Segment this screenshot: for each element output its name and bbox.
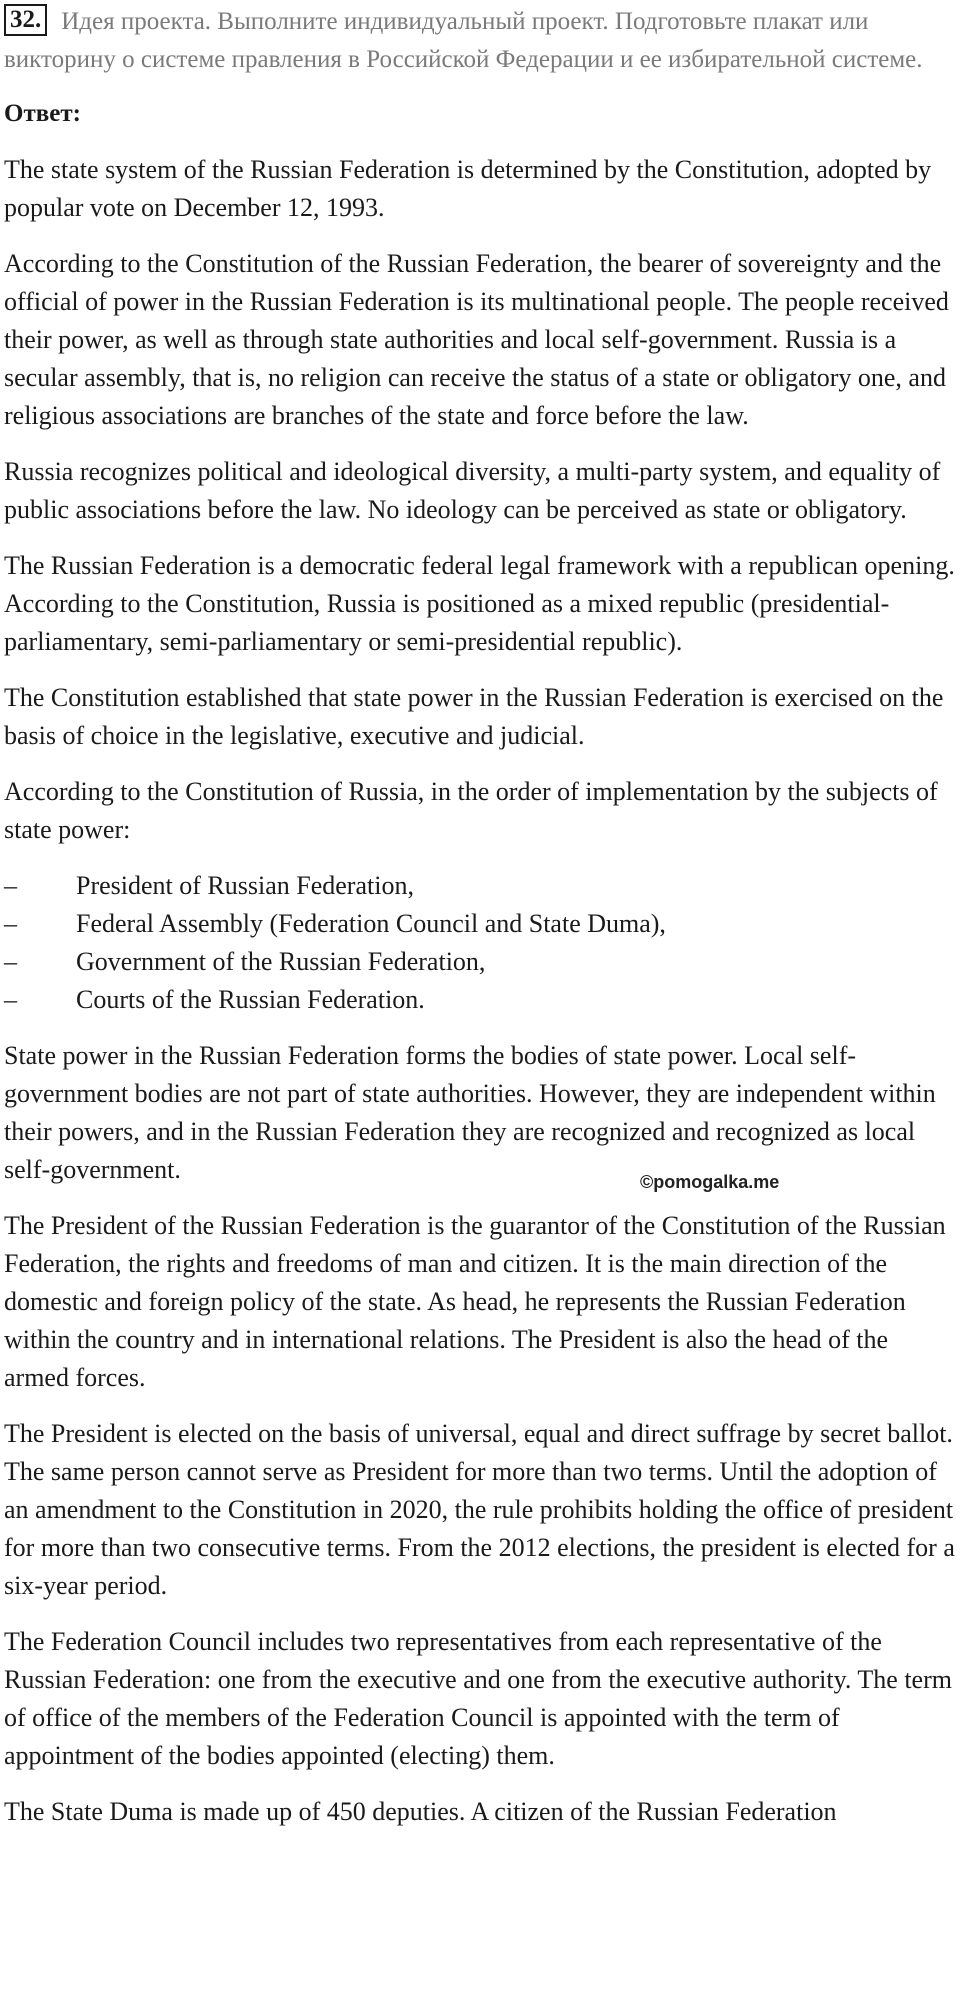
paragraph-sovereignty: According to the Constitution of the Russian Federation, the bearer of sovereignty and the official of power in the Russian Federation is its multinational people. The people received their power, as well as through state authorities and local self-government. Russia is a secular assembly, that is, no religion can receive the status of a state or obligatory one, and religious associations are branches of the state and force before the law. xyxy=(4,249,949,430)
paragraph-federation-type: The Russian Federation is a democratic federal legal framework with a republican opening. xyxy=(4,551,955,580)
document-page xyxy=(4,0,956,1831)
list-item-text: Courts of the Russian Federation. xyxy=(76,985,425,1014)
task-number: 32. xyxy=(4,4,47,36)
paragraph-constitution: The state system of the Russian Federation is determined by the Constitution, adopted by popular vote on December 12, 1993. xyxy=(4,155,932,222)
list-item-text: Federal Assembly (Federation Council and State Duma), xyxy=(76,909,666,938)
list-dash: – xyxy=(4,947,17,976)
watermark: ©pomogalka.me xyxy=(640,1172,780,1192)
state-bodies-list xyxy=(4,867,956,1019)
paragraph-separation-of-powers: The Constitution established that state power in the Russian Federation is exercised on the basis of choice in the legislative, executive and judicial. xyxy=(4,683,944,750)
list-item xyxy=(4,981,956,1019)
paragraph-president-election: The President is elected on the basis of universal, equal and direct suffrage by secret ballot. The same person cannot serve as President for more than two terms. Until the adoption of an amendment to the Constitution in 2020, the rule prohibits holding the office of president for more than two consecutive terms. From the 2012 elections, the president is elected for a six-year period. xyxy=(4,1419,955,1600)
answer-label: Ответ: xyxy=(4,100,81,127)
paragraph-federation-council: The Federation Council includes two representatives from each representative of the Russian Federation: one from the executive and one from the executive authority. The term of office of the members of the Federation Council is appointed with the term of appointment of the bodies appointed (electing) them. xyxy=(4,1627,952,1770)
paragraph-state-duma: The State Duma is made up of 450 deputies. A citizen of the Russian Federation xyxy=(4,1797,837,1826)
paragraph-subjects-intro: According to the Constitution of Russia, in the order of implementation by the subjects of state power: xyxy=(4,777,938,844)
list-item-text: President of Russian Federation, xyxy=(76,871,414,900)
paragraph-president-role: The President of the Russian Federation is the guarantor of the Constitution of the Russian Federation, the rights and freedoms of man and citizen. It is the main direction of the domestic and foreign policy of the state. As head, he represents the Russian Federation within the country and in international relations. The President is also the head of the armed forces. xyxy=(4,1211,946,1392)
paragraph-state-power: State power in the Russian Federation forms the bodies of state power. Local self-government bodies are not part of state authorities. However, they are independent within their powers, and in the Russian Federation they are recognized and recognized as local self-government. xyxy=(4,1041,936,1184)
list-dash: – xyxy=(4,985,17,1014)
task-statement xyxy=(4,3,956,79)
task-text: Идея проекта. Выполните индивидуальный проект. Подготовьте плакат или викторину о системе правления в Российской Федерации и ее избирательной системе. xyxy=(4,8,923,73)
paragraph-mixed-republic: According to the Constitution, Russia is positioned as a mixed republic (presidential-parliamentary, semi-parliamentary or semi-presidential republic). xyxy=(4,589,890,656)
list-dash: – xyxy=(4,871,17,900)
list-item xyxy=(4,943,956,981)
list-item xyxy=(4,867,956,905)
list-dash: – xyxy=(4,909,17,938)
list-item xyxy=(4,905,956,943)
list-item-text: Government of the Russian Federation, xyxy=(76,947,486,976)
paragraph-diversity: Russia recognizes political and ideological diversity, a multi-party system, and equality of public associations before the law. No ideology can be perceived as state or obligatory. xyxy=(4,457,941,524)
